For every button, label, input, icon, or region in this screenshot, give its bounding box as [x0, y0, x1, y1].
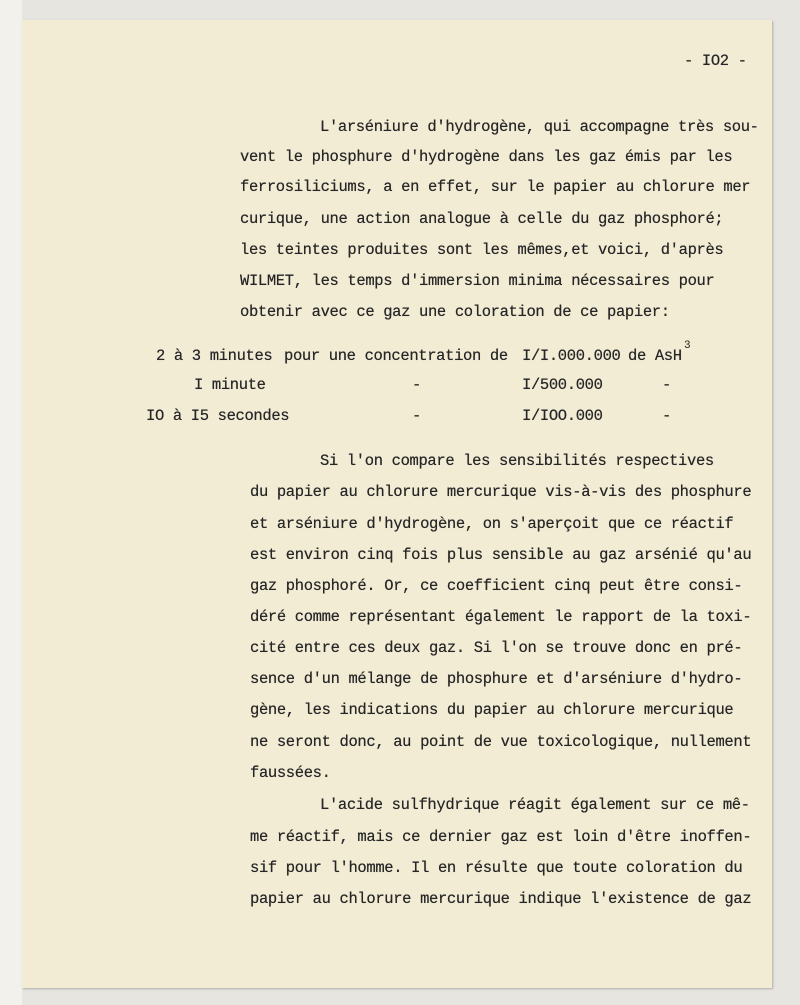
- superscript-three: 3: [684, 340, 691, 352]
- paragraph1-line: L'arséniure d'hydrogène, qui accompagne très sou-: [320, 118, 759, 136]
- paragraph2-line: gaz phosphoré. Or, ce coefficient cinq peut être consi-: [250, 577, 743, 595]
- paragraph1-line: obtenir avec ce gaz une coloration de ce papier:: [240, 303, 670, 321]
- table-row-3-suffix: -: [662, 407, 671, 425]
- paragraph1-line: curique, une action analogue à celle du gaz phosphoré;: [240, 210, 724, 228]
- table-row-2-suffix: -: [662, 376, 671, 394]
- table-row-3-concentration: I/IOO.000: [522, 407, 603, 425]
- table-row-2-time: I minute: [194, 376, 266, 394]
- paragraph2-line: du papier au chlorure mercurique vis-à-vis des phosphure: [250, 483, 752, 501]
- paragraph2-line: sence d'un mélange de phosphure et d'arséniure d'hydro-: [250, 670, 743, 688]
- paragraph2-line: et arséniure d'hydrogène, on s'aperçoit que ce réactif: [250, 515, 734, 533]
- table-row-3-middle: -: [412, 407, 421, 425]
- table-row-1-suffix: de AsH: [628, 347, 682, 365]
- scan-margin: [0, 0, 22, 1005]
- paragraph3-line: sif pour l'homme. Il en résulte que toute coloration du: [250, 859, 743, 877]
- paragraph1-line: les teintes produites sont les mêmes,et voici, d'après: [240, 241, 724, 259]
- paragraph2-line: gène, les indications du papier au chlorure mercurique: [250, 701, 734, 719]
- paragraph2-line: déré comme représentant également le rapport de la toxi-: [250, 608, 752, 626]
- paragraph2-line: Si l'on compare les sensibilités respectives: [320, 452, 714, 470]
- paragraph2-line: faussées.: [250, 764, 331, 782]
- paragraph3-line: me réactif, mais ce dernier gaz est loin d'être inoffen-: [250, 828, 752, 846]
- table-row-1-middle: pour une concentration de: [284, 347, 508, 365]
- paragraph1-line: WILMET, les temps d'immersion minima nécessaires pour: [240, 272, 715, 290]
- paragraph2-line: ne seront donc, au point de vue toxicologique, nullement: [250, 733, 752, 751]
- paragraph1-line: ferrosiliciums, a en effet, sur le papier au chlorure mer: [240, 178, 751, 196]
- page-number: - IO2 -: [684, 52, 747, 70]
- table-row-2-concentration: I/500.000: [522, 376, 603, 394]
- paragraph2-line: cité entre ces deux gaz. Si l'on se trouve donc en pré-: [250, 639, 743, 657]
- paragraph2-line: est environ cinq fois plus sensible au gaz arsénié qu'au: [250, 546, 752, 564]
- paragraph3-line: L'acide sulfhydrique réagit également sur ce mê-: [320, 796, 750, 814]
- paragraph1-line: vent le phosphure d'hydrogène dans les gaz émis par les: [240, 148, 733, 166]
- table-row-2-middle: -: [412, 376, 421, 394]
- table-row-1-time: 2 à 3 minutes: [156, 347, 273, 365]
- paragraph3-line: papier au chlorure mercurique indique l'existence de gaz: [250, 890, 752, 908]
- typewritten-page: [22, 20, 772, 988]
- table-row-3-time: IO à I5 secondes: [146, 407, 290, 425]
- table-row-1-concentration: I/I.000.000: [522, 347, 621, 365]
